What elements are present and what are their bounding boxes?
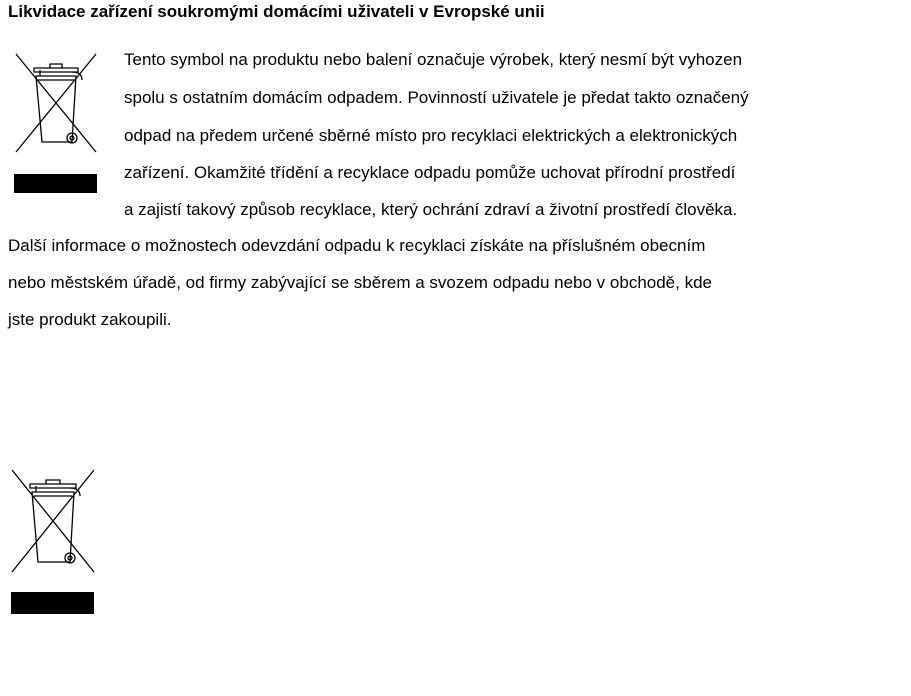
body-line: Další informace o možnostech odevzdání odpadu k recyklaci získáte na příslušném obecním	[8, 236, 706, 255]
body-line: nebo městském úřadě, od firmy zabývající se sběrem a svozem odpadu nebo v obchodě, kde	[8, 273, 712, 292]
intro-line: spolu s ostatním domácím odpadem. Povinností uživatele je předat takto označený	[124, 88, 749, 107]
black-bar	[11, 592, 94, 614]
crossed-bin-icon	[8, 466, 98, 576]
intro-line: zařízení. Okamžité třídění a recyklace odpadu pomůže uchovat přírodní prostředí	[124, 163, 736, 182]
intro-line: odpad na předem určené sběrné místo pro recyklaci elektrických a elektronických	[124, 126, 738, 145]
intro-line: a zajistí takový způsob recyklace, který ochrání zdraví a životní prostředí člověka.	[124, 200, 738, 219]
body-line: jste produkt zakoupili.	[8, 310, 172, 329]
black-bar	[14, 174, 97, 193]
page-title: Likvidace zařízení soukromými domácími uživateli v Evropské unii	[8, 2, 545, 21]
crossed-bin-icon	[12, 50, 100, 156]
intro-line: Tento symbol na produktu nebo balení označuje výrobek, který nesmí být vyhozen	[124, 50, 743, 69]
